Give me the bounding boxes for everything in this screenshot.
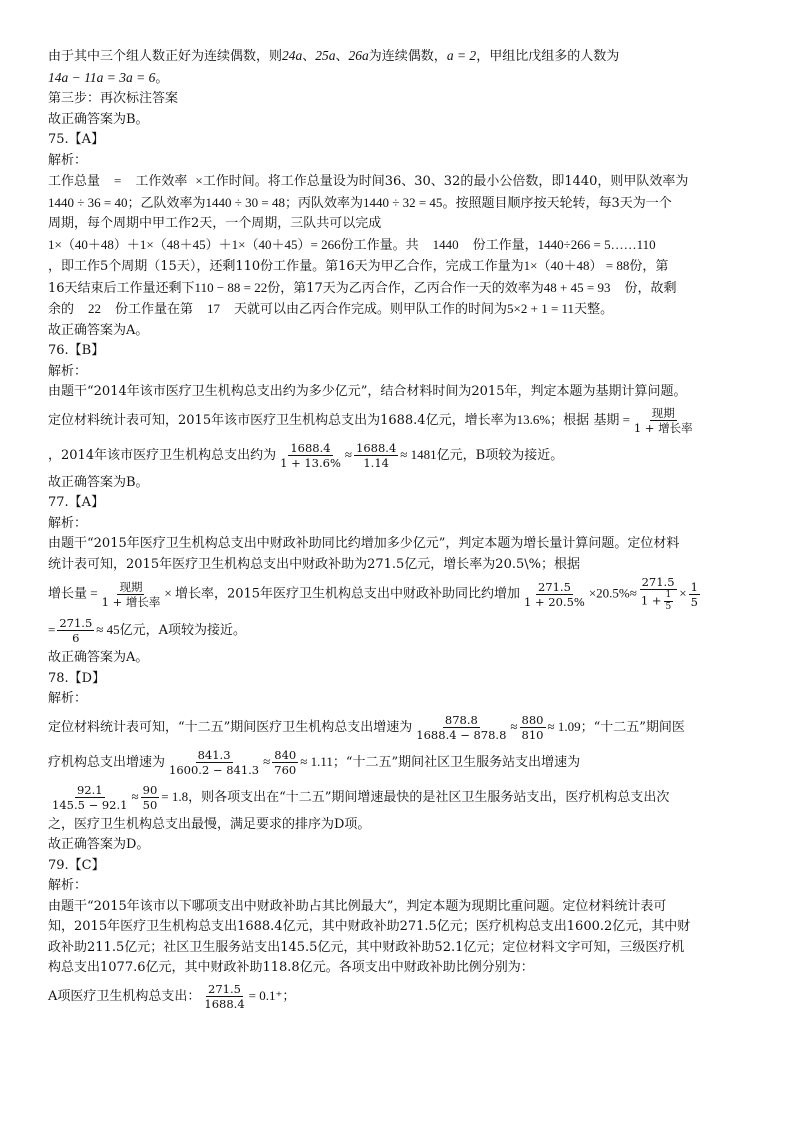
q75-line-7: 余的 22 份工作量在第 17 天就可以由乙丙合作完成。则甲队工作的时间为5×2 + 1 = 11天整。 — [48, 301, 614, 317]
q78-line-3: $\frac{92.1}{145.5 - 92.1}$ ≈ $\frac{90}{50}$ = 1.8，则各项支出在“十二五”期间增速最快的是社区卫生服务站支出，医疗机构总支出次 — [52, 782, 670, 812]
fraction: $\frac{880}{810}$ — [521, 712, 544, 742]
fraction: $\frac{878.8}{1688.4 - 878.8}$ — [416, 712, 507, 742]
q77-line-4: = $\frac{271.5}{6}$ ≈ 45亿元，A项较为接近。 — [48, 616, 247, 645]
fraction: 271.5 1 + $\frac{1}{5}$ — [640, 575, 675, 612]
q79-line-4: 构总支出1077.6亿元，其中财政补助118.8亿元。各项支出中财政补助比例分别为： — [48, 960, 534, 975]
q74-line-2: 14a − 11a = 3a = 6。 — [48, 69, 169, 86]
q78-line-2: 疗机构总支出增速为 $\frac{841.3}{1600.2 - 841.3}$ ≈ $\frac{840}{760}$ ≈ 1.11；“十二五”期间社区卫生服务站支出增速为 — [48, 747, 581, 777]
q77-jiexi: 解析： — [48, 515, 88, 531]
q78-line-1: 定位材料统计表可知，“十二五”期间医疗卫生机构总支出增速为 $\frac{878.8}{1688.4 - 878.8}$ ≈ $\frac{880}{810}$ ≈ 1.09；“十二五”期间医 — [48, 712, 685, 742]
q76-answer: 故正确答案为B。 — [48, 474, 149, 490]
base-period-formula: $\frac{\text{现期}}{\text{1 + 增长率}}$ — [633, 405, 693, 435]
q75-line-6: 16天结束后工作量还剩下110 − 88 = 22份，第17天为乙丙合作，乙丙合作一天的效率为48 + 45 = 93 份，故剩 — [48, 279, 677, 296]
fraction: $\frac{271.5}{1 + 20.5\%}$ — [524, 579, 585, 609]
growth-formula: $\frac{\text{现期}}{\text{1 + 增长率}}$ — [101, 579, 161, 609]
fraction: $\frac{271.5}{6}$ — [59, 616, 93, 645]
q79-line-1: 由题干“2015年该市以下哪项支出中财政补助占其比例最大”，判定本题为现期比重问题。定位材料统计表可 — [48, 898, 667, 914]
fraction: $\frac{90}{50}$ — [142, 782, 158, 812]
q75-jiexi: 解析： — [48, 152, 88, 168]
q75-answer: 故正确答案为A。 — [48, 322, 149, 338]
q75-line-2: 1440 ÷ 36 = 40；乙队效率为1440 ÷ 30 = 48；丙队效率为1440 ÷ 32 = 45。按照题目顺序按天轮转，每3天为一个 — [48, 194, 672, 211]
q78-answer: 故正确答案为D。 — [48, 837, 150, 852]
fraction: $\frac{1688.4}{1.14}$ — [356, 440, 397, 470]
q79-line-2: 知，2015年医疗卫生机构总支出1688.4亿元，其中财政补助271.5亿元；医疗机构总支出1600.2亿元，其中财 — [48, 919, 691, 934]
q79-line-5: A项医疗卫生机构总支出： $\frac{271.5}{1688.4}$ = 0.1⁺； — [48, 981, 296, 1011]
q78-line-4: 之，医疗卫生机构总支出最慢，满足要求的排序为D项。 — [48, 816, 371, 832]
fraction: $\frac{841.3}{1600.2 - 841.3}$ — [169, 747, 260, 777]
q77-line-1: 由题干“2015年医疗卫生机构总支出中财政补助同比约增加多少亿元”，判定本题为增长量计算问题。定位材料 — [48, 536, 680, 551]
q75-number: 75.【A】 — [48, 132, 105, 147]
q76-line-1: 由题干“2014年该市医疗卫生机构总支出约为多少亿元”，结合材料时间为2015年，判定本题为基期计算问题。 — [48, 384, 687, 399]
fraction: $\frac{840}{760}$ — [274, 747, 297, 777]
q77-line-3: 增长量 = $\frac{\text{现期}}{\text{1 + 增长率}}$ × 增长率，2015年医疗卫生机构总支出中财政补助同比约增加 $\frac{271.5}{1 + 20.5\%}$ ×20.5%≈ 271.5 1 + $\frac{1}{5}$ × $\frac{1}{5}$ — [48, 575, 698, 612]
document-page — [48, 46, 778, 1014]
q76-line-3: ，2014年该市医疗卫生机构总支出约为 $\frac{1688.4}{1 + 13.6\%}$ ≈ $\frac{1688.4}{1.14}$ ≈ 1481亿元，B项较为接近。 — [48, 440, 564, 470]
fraction: $\frac{1688.4}{1 + 13.6\%}$ — [280, 440, 341, 470]
q78-number: 78.【D】 — [48, 670, 106, 686]
q76-number: 76.【B】 — [48, 343, 105, 358]
q77-number: 77.【A】 — [48, 495, 105, 510]
q75-line-4: 1×（40＋48）＋1×（48＋45）＋1×（40＋45）= 266份工作量。共 1440 份工作量，1440÷266 = 5……110 — [48, 236, 656, 253]
q75-line-3: 周期，每个周期中甲工作2天，一个周期，三队共可以完成 — [48, 216, 382, 231]
q76-line-2: 定位材料统计表可知，2015年该市医疗卫生机构总支出为1688.4亿元，增长率为13.6%；根据 基期 = $\frac{\text{现期}}{\text{1 + 增长率}}$ — [48, 405, 693, 435]
q75-line-1: 工作总量 = 工作效率 ×工作时间。将工作总量设为时间36、30、32的最小公倍数，即1440，则甲队效率为 — [48, 173, 689, 189]
q77-line-2: 统计表可知，2015年医疗卫生机构总支出中财政补助为271.5亿元，增长率为20.5\%；根据 — [48, 556, 580, 572]
fraction: $\frac{1}{5}$ — [690, 579, 698, 609]
q79-jiexi: 解析： — [48, 878, 88, 893]
fraction: $\frac{92.1}{145.5 - 92.1}$ — [52, 782, 128, 812]
fraction: $\frac{271.5}{1688.4}$ — [204, 981, 245, 1011]
q76-jiexi: 解析： — [48, 363, 88, 379]
q78-jiexi: 解析： — [48, 691, 88, 706]
q74-line-1: 由于其中三个组人数正好为连续偶数，则24a、25a、26a为连续偶数，a = 2，甲组比戊组多的人数为 — [48, 48, 620, 64]
q79-line-3: 政补助211.5亿元；社区卫生服务站支出145.5亿元，其中财政补助52.1亿元；定位材料文字可知，三级医疗机 — [48, 939, 685, 955]
q74-answer: 故正确答案为B。 — [48, 111, 149, 127]
q75-line-5: ，即工作5个周期（15天），还剩110份工作量。第16天为甲乙合作，完成工作量为1×（40＋48） = 88份，第 — [48, 258, 669, 274]
q74-step3: 第三步：再次标注答案 — [48, 91, 179, 106]
q77-answer: 故正确答案为A。 — [48, 650, 149, 665]
q79-number: 79.【C】 — [48, 857, 105, 873]
